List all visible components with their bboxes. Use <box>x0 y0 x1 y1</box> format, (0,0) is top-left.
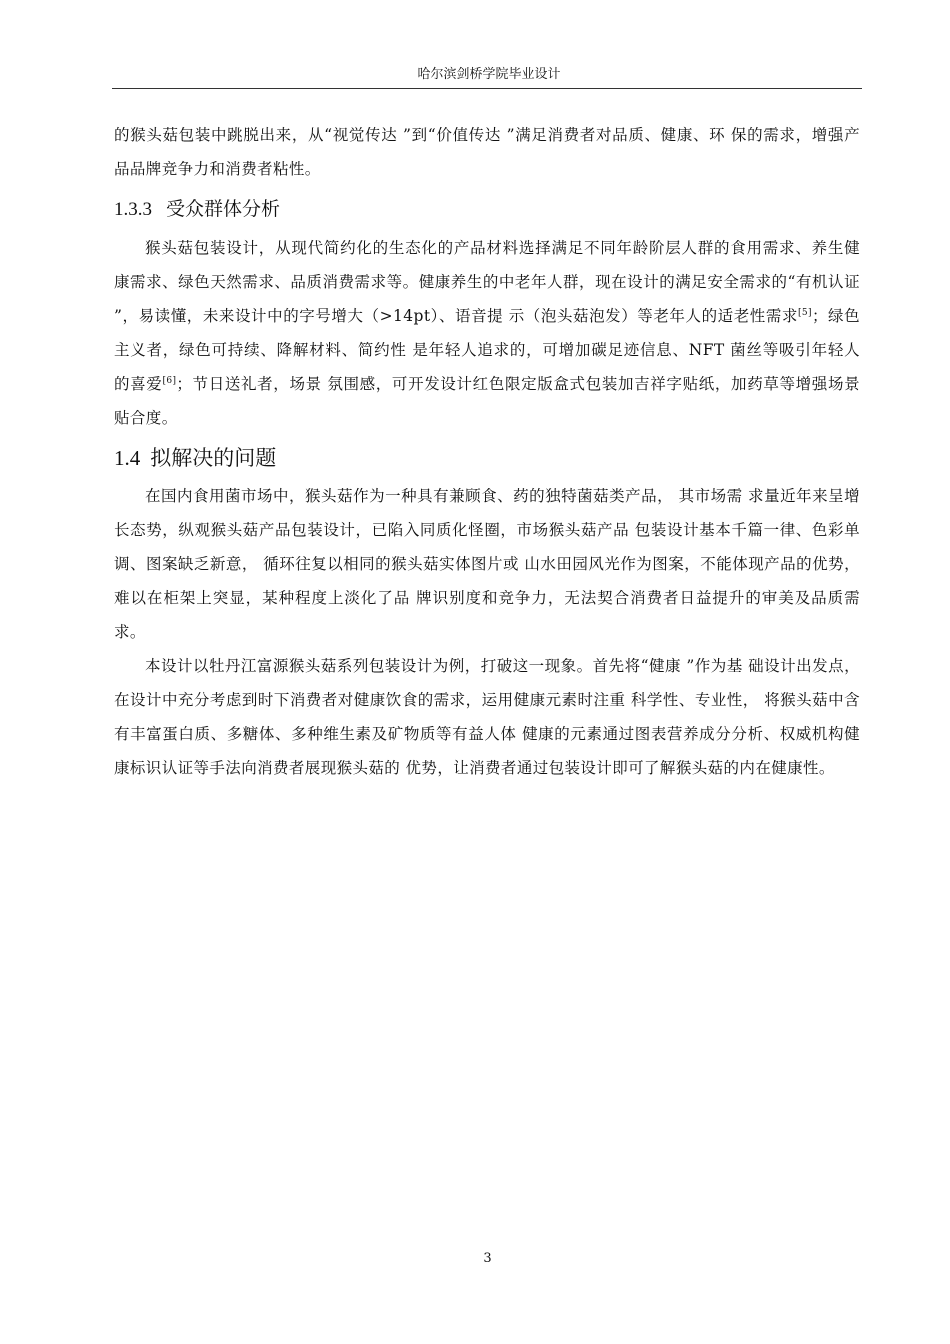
audience-paragraph <box>114 231 860 435</box>
citation-6: [6] <box>162 376 177 386</box>
section-title: 受众群体分析 <box>166 198 281 220</box>
audience-text-part1: 猴头菇包装设计，从现代简约化的生态化的产品材料选择满足不同年龄阶层人群的食用需求、养生健康需求、绿色天然需求、品质消费需求等。健康养生的中老年人群，现在设计的满足安全需求的“有机认证 ”，易读懂，未来设计中的字号增大（>14pt）、语音提 示（泡头菇泡发）等老年人的适老性需求 <box>114 239 860 325</box>
section-number: 1.4 <box>114 446 141 470</box>
problem-paragraph-1: 在国内食用菌市场中，猴头菇作为一种具有兼顾食、药的独特菌菇类产品， 其市场需 求量近年来呈增长态势，纵观猴头菇产品包装设计，已陷入同质化怪圈，市场猴头菇产品 包装设计基本千篇一律、色彩单调、图案缺乏新意， 循环往复以相同的猴头菇实体图片或 山水田园风光作为图案，不能体现产品的优势，难以在柜架上突显，某种程度上淡化了品 牌识别度和竞争力，无法契合消费者日益提升的审美及品质需求。 <box>114 487 860 641</box>
section-heading-1-4 <box>114 441 860 475</box>
header-rule <box>112 88 862 89</box>
citation-5: [5] <box>798 308 812 318</box>
running-header: 哈尔滨剑桥学院毕业设计 <box>417 67 561 82</box>
problem-paragraph-2: 本设计以牡丹江富源猴头菇系列包装设计为例，打破这一现象。首先将“健康 ”作为基 础设计出发点，在设计中充分考虑到时下消费者对健康饮食的需求，运用健康元素时注重 科学性、专业性， 将猴头菇中含有丰富蛋白质、多糖体、多种维生素及矿物质等有益人体 健康的元素通过图表营养成分分析、权威机构健康标识认证等手法向消费者展现猴头菇的 优势，让消费者通过包装设计即可了解猴头菇的内在健康性。 <box>114 657 860 777</box>
page-body <box>114 118 860 785</box>
section-heading-1-3-3 <box>114 192 860 227</box>
intro-paragraph: 的猴头菇包装中跳脱出来，从“视觉传达 ”到“价值传达 ”满足消费者对品质、健康、环 保的需求，增强产品品牌竞争力和消费者粘性。 <box>114 126 860 178</box>
page-number: 3 <box>483 1251 492 1266</box>
section-title: 拟解决的问题 <box>150 446 277 470</box>
audience-text-part3: ；节日送礼者，场景 氛围感，可开发设计红色限定版盒式包装加吉祥字贴纸，加药草等增强场景贴合度。 <box>114 375 860 427</box>
section-number: 1.3.3 <box>114 199 152 220</box>
audience-text-part2: ；绿色主义者，绿色可持续、降解材料、简约性 是年轻人追求的，可增加碳足迹信息、NFT 菌丝等吸引年轻人的喜爱 <box>114 307 860 393</box>
